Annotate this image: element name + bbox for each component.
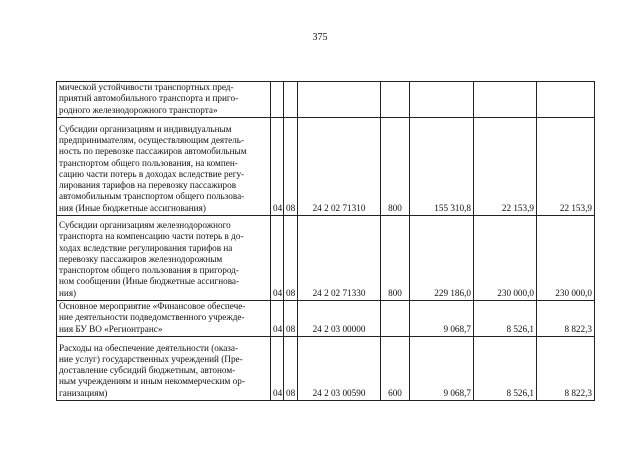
expense-name-line: ния БУ ВО «Регионтранс» [59,323,163,334]
value-2023-cell: 9 068,7 [410,337,474,401]
pr-cell: 08 [284,216,298,301]
value-2025-cell [537,82,595,118]
rz-cell: 04 [271,301,284,337]
csr-cell: 24 2 02 71330 [298,216,381,301]
value-2024-cell: 22 153,9 [474,118,537,216]
pr-cell: 08 [284,337,298,401]
vr-cell: 800 [381,118,410,216]
value-2023-cell: 9 068,7 [410,301,474,337]
table-row [57,301,595,337]
expense-name-line: приятий автомобильного транспорта и приго- [59,93,239,104]
vr-cell [381,82,410,118]
value-2025-cell: 22 153,9 [537,118,595,216]
pr-cell: 08 [284,118,298,216]
expense-name-line: Расходы на обеспечение деятельности (оказа- [59,342,239,353]
value-2025-cell: 230 000,0 [537,216,595,301]
rz-cell: 04 [271,118,284,216]
value-2024-cell [474,82,537,118]
expense-name-line: транспортом общего пользования в пригород- [59,265,239,276]
expense-name-cell [57,118,271,216]
table-row [57,82,595,118]
rz-cell [271,82,284,118]
expense-name-line: ным учреждениям и иным некоммерческим ор- [59,376,245,387]
value-2024-cell: 230 000,0 [474,216,537,301]
expense-name-line: автомобильным транспортом общего пользова- [59,191,245,202]
value-2024-cell: 8 526,1 [474,337,537,401]
page-number: 375 [312,32,328,43]
vr-cell: 600 [381,337,410,401]
expense-name-line: доставление субсидий бюджетным, автоном- [59,365,236,376]
pr-cell [284,82,298,118]
expense-name-line: Субсидии организациям железнодорожного [59,219,231,230]
expense-name-cell [57,82,271,118]
vr-cell [381,301,410,337]
value-2025-cell: 8 822,3 [537,337,595,401]
expense-name-line: перевозку пассажиров железнодорожным [59,253,223,264]
expense-name-line: ния) [59,287,77,298]
expense-name-line: предпринимателям, осуществляющим деятель- [59,134,245,145]
expense-name-cell [57,216,271,301]
expense-name-line: ние услуг) государственных учреждений (Пре- [59,353,243,364]
expense-name-line: транспорта на компенсацию части потерь в до- [59,231,244,242]
csr-cell: 24 2 03 00000 [298,301,381,337]
csr-cell [298,82,381,118]
table-row [57,337,595,401]
expense-name-line: Основное мероприятие «Финансовое обеспече- [59,301,246,312]
value-2023-cell: 155 310,8 [410,118,474,216]
expense-name-line: Субсидии организациям и индивидуальным [59,123,232,134]
expense-name-line: ния (Иные бюджетные ассигнования) [59,202,206,213]
value-2024-cell: 8 526,1 [474,301,537,337]
expense-name-line: родного железнодорожного транспорта» [59,104,218,115]
expense-name-line: сацию части потерь в доходах вследствие регу- [59,168,245,179]
pr-cell: 08 [284,301,298,337]
rz-cell: 04 [271,216,284,301]
expense-name-line: транспортом общего пользования, на компен- [59,157,238,168]
expense-name-cell [57,301,271,337]
value-2025-cell: 8 822,3 [537,301,595,337]
vr-cell: 800 [381,216,410,301]
expense-name-line: мической устойчивости транспортных пред- [59,82,234,92]
expense-name-line: ганизациям) [59,387,108,398]
table-row [57,216,595,301]
csr-cell: 24 2 02 71310 [298,118,381,216]
expense-name-line: лирования тарифов на перевозку пассажиров [59,180,237,191]
value-2023-cell: 229 186,0 [410,216,474,301]
value-2023-cell [410,82,474,118]
expense-name-cell [57,337,271,401]
expense-name-line: ние деятельности подведомственного учрежде- [59,312,245,323]
table-row [57,118,595,216]
expense-name-line: ность по перевозке пассажиров автомобильным [59,146,247,157]
expense-name-line: ходах вследствие регулирования тарифов на [59,242,233,253]
rz-cell: 04 [271,337,284,401]
budget-table [56,81,595,401]
csr-cell: 24 2 03 00590 [298,337,381,401]
expense-name-line: ном сообщении (Иные бюджетные ассигнова- [59,276,240,287]
